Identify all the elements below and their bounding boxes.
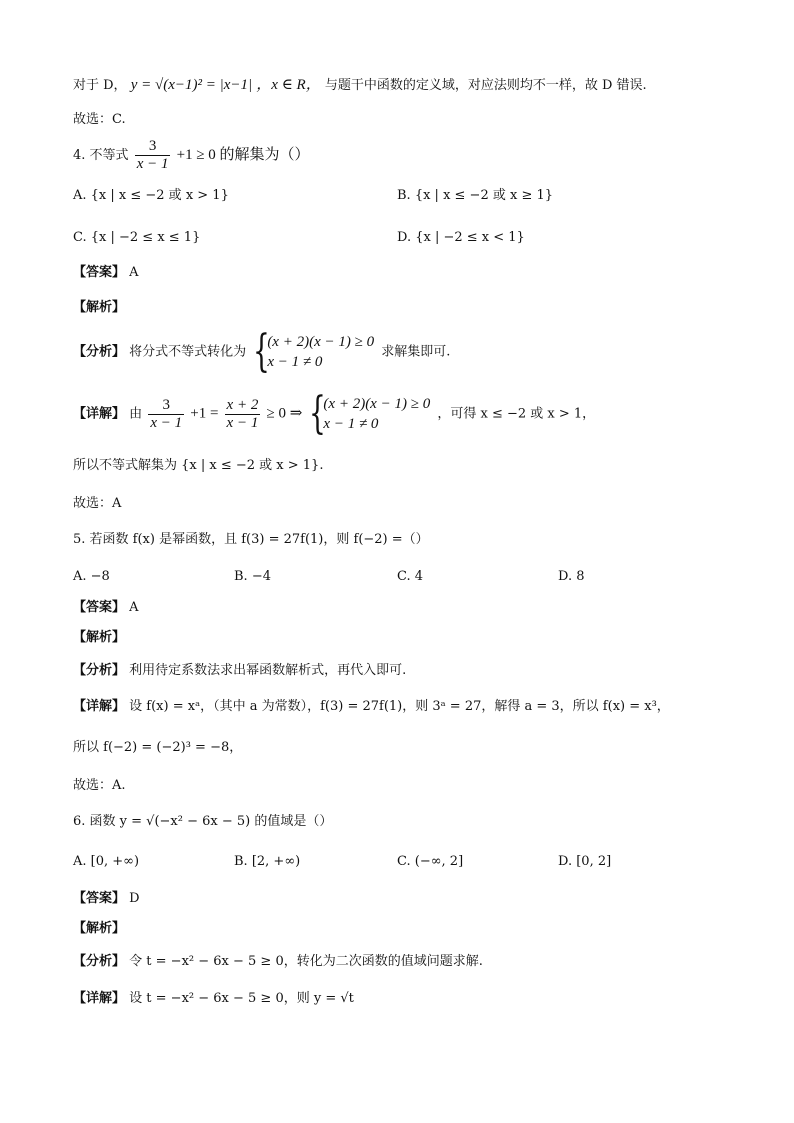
answer-tag: 【答案】 <box>73 891 126 906</box>
q5-option-b: B. −4 <box>234 569 271 584</box>
system-row: (x + 2)(x − 1) ≥ 0 <box>323 396 431 412</box>
q4-conclusion: 所以不等式解集为 {x | x ≤ −2 或 x > 1}. <box>73 458 324 473</box>
fenxi-tag: 【分析】 <box>73 663 126 678</box>
answer-tag: 【答案】 <box>73 265 126 280</box>
denominator: x − 1 <box>150 414 183 431</box>
fraction <box>148 397 184 432</box>
xiangjie-tag: 【详解】 <box>73 699 126 714</box>
text-segment: 利用待定系数法求出幂函数解析式，再代入即可. <box>129 663 407 678</box>
answer-value: A <box>129 265 139 280</box>
q6-option-d: D. [0, 2] <box>558 854 612 869</box>
q6-fenxi-line <box>73 952 483 972</box>
system-row: x − 1 ≠ 0 <box>323 416 379 432</box>
system-row: (x + 2)(x − 1) ≥ 0 <box>267 334 375 350</box>
question-5-stem: 5. 若函数 f(x) 是幂函数，且 f(3) = 27f(1)，则 f(−2) =（） <box>73 532 429 547</box>
q4-fenxi-line <box>73 326 451 377</box>
q4-option-c: C. {x | −2 ≤ x ≤ 1} <box>73 230 201 245</box>
math-expression: y = √(x−1)² = |x−1| <box>130 77 253 93</box>
q4-choose: 故选：A <box>73 496 122 511</box>
q5-option-d: D. 8 <box>558 569 585 584</box>
q5-choose: 故选：A. <box>73 778 126 793</box>
q4-answer-line <box>73 263 139 283</box>
q4-jiexi-tag: 【解析】 <box>73 300 126 315</box>
denominator: x − 1 <box>226 414 259 431</box>
math-expression: +1 = <box>190 405 219 422</box>
q6-option-c: C. (−∞, 2] <box>397 854 464 869</box>
fenxi-tag: 【分析】 <box>73 954 126 969</box>
system-row: x − 1 ≠ 0 <box>267 354 323 370</box>
q5-jiexi-tag: 【解析】 <box>73 630 126 645</box>
option-d-analysis-line <box>73 75 647 96</box>
fenxi-tag: 【分析】 <box>73 344 126 360</box>
q5-option-a: A. −8 <box>73 569 110 584</box>
q6-option-b: B. [2, +∞) <box>234 854 301 869</box>
math-expression: ≥ 0 ⇒ <box>266 405 303 422</box>
question-text: +1 ≥ 0 的解集为（） <box>176 147 310 163</box>
q4-option-b: B. {x | x ≤ −2 或 x ≥ 1} <box>397 188 554 203</box>
equation-system <box>309 388 431 439</box>
text-segment: ，可得 x ≤ −2 或 x > 1， <box>437 406 596 422</box>
q6-jiexi-tag: 【解析】 <box>73 921 126 936</box>
q5-conclusion: 所以 f(−2) = (−2)³ = −8， <box>73 740 243 755</box>
answer-tag: 【答案】 <box>73 600 126 615</box>
question-4-stem <box>73 138 310 173</box>
text-segment: 将分式不等式转化为 <box>129 344 247 360</box>
text-segment: 求解集即可. <box>381 344 451 360</box>
choose-c-line: 故选：C. <box>73 112 126 127</box>
equation-system <box>253 326 375 377</box>
fraction <box>135 138 171 173</box>
q6-option-a: A. [0, +∞) <box>73 854 140 869</box>
q4-option-d: D. {x | −2 ≤ x < 1} <box>397 230 525 245</box>
q4-xiangjie-line <box>73 388 596 439</box>
text-segment: 与题干中函数的定义域，对应法则均不一样，故 D 错误. <box>324 78 647 93</box>
question-number: 4. 不等式 <box>73 148 129 163</box>
question-6-stem: 6. 函数 y = √(−x² − 6x − 5) 的值域是（） <box>73 814 333 829</box>
fraction <box>225 397 261 432</box>
q5-answer-line <box>73 598 139 618</box>
numerator: x + 2 <box>226 396 259 413</box>
xiangjie-tag: 【详解】 <box>73 406 126 422</box>
text-segment: 令 t = −x² − 6x − 5 ≥ 0，转化为二次函数的值域问题求解. <box>129 954 483 969</box>
answer-value: D <box>129 891 140 906</box>
q5-fenxi-line <box>73 661 406 681</box>
numerator: 3 <box>148 138 157 154</box>
xiangjie-tag: 【详解】 <box>73 991 126 1006</box>
denominator: x − 1 <box>136 156 169 172</box>
q5-xiangjie-line <box>73 697 670 717</box>
q4-option-a: A. {x | x ≤ −2 或 x > 1} <box>73 188 229 203</box>
math-expression: ，x ∈ R， <box>256 77 321 93</box>
answer-value: A <box>129 600 139 615</box>
text-segment: 设 t = −x² − 6x − 5 ≥ 0，则 y = √t <box>129 991 354 1006</box>
numerator: 3 <box>162 396 170 413</box>
q5-option-c: C. 4 <box>397 569 424 584</box>
text-segment: 设 f(x) = xᵃ，（其中 a 为常数），f(3) = 27f(1)，则 3ᵃ = 27，解得 a = 3，所以 f(x) = x³， <box>129 699 670 714</box>
q6-answer-line <box>73 889 140 909</box>
text-segment: 对于 D， <box>73 78 127 93</box>
brace-symbol: { <box>309 388 327 439</box>
text-segment: 由 <box>129 406 143 422</box>
q6-xiangjie-line <box>73 989 354 1009</box>
brace-symbol: { <box>253 326 271 377</box>
